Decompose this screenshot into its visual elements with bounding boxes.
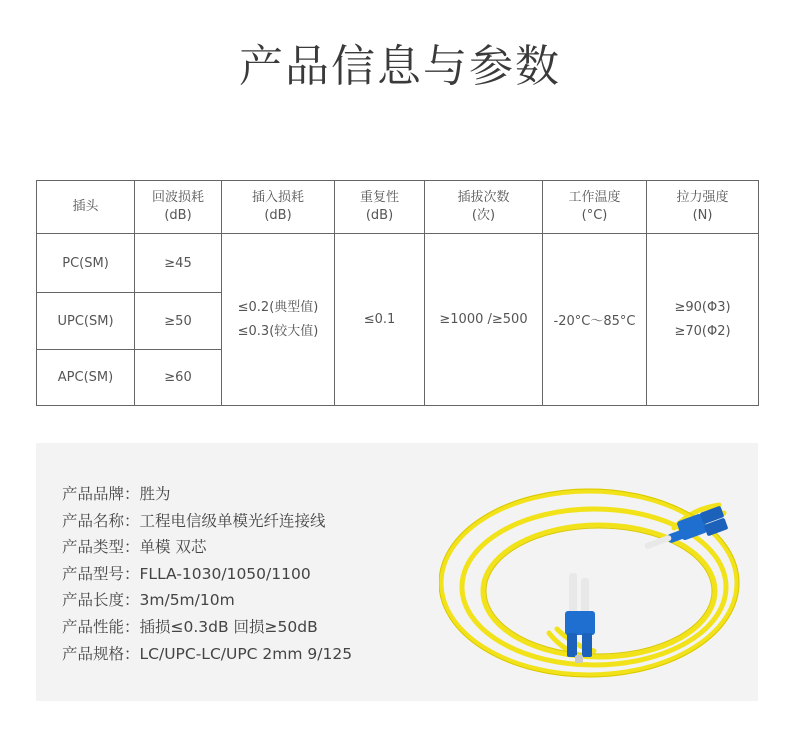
header-repeatability: 重复性 (dB) (335, 181, 425, 234)
page-title: 产品信息与参数 (239, 41, 561, 92)
lc-connector-bottom (565, 573, 595, 663)
list-item: 产品类型：单模 双芯 (62, 538, 207, 557)
cell-tensile-strength: ≥90(Φ3) ≥70(Φ2) (647, 234, 759, 406)
cell-connector: APC(SM) (37, 350, 135, 406)
cell-return-loss: ≥45 (135, 234, 222, 293)
header-tensile-strength: 拉力强度 (N) (647, 181, 759, 234)
list-item: 产品名称：工程电信级单模光纤连接线 (62, 511, 326, 530)
cell-return-loss: ≥50 (135, 293, 222, 350)
list-item: 产品品牌：胜为 (62, 485, 171, 503)
spec-table (36, 180, 759, 406)
header-return-loss: 回波损耗 (dB) (135, 181, 222, 234)
header-connector: 插头 (37, 181, 135, 234)
table-header-row (37, 181, 759, 234)
product-info-list (62, 481, 352, 667)
cell-mating-cycles: ≥1000 /≥500 (425, 234, 543, 406)
list-item: 产品规格：LC/UPC-LC/UPC 2mm 9/125 (62, 644, 353, 663)
cell-return-loss: ≥60 (135, 350, 222, 406)
cell-repeatability: ≤0.1 (335, 234, 425, 406)
cell-connector: PC(SM) (37, 234, 135, 293)
header-operating-temp: 工作温度 (°C) (543, 181, 647, 234)
fiber-cable-image (439, 483, 749, 693)
cell-operating-temp: -20°C～85°C (543, 234, 647, 406)
list-item: 产品型号：FLLA-1030/1050/1100 (62, 564, 311, 583)
list-item: 产品性能：插损≤0.3dB 回损≥50dB (62, 617, 318, 636)
cell-connector: UPC(SM) (37, 293, 135, 350)
header-insertion-loss: 插入损耗 (dB) (222, 181, 335, 234)
header-mating-cycles: 插拔次数 (次) (425, 181, 543, 234)
list-item: 产品长度：3m/5m/10m (62, 591, 235, 610)
product-info-panel (36, 443, 758, 701)
cell-insertion-loss: ≤0.2(典型值) ≤0.3(较大值) (222, 234, 335, 406)
table-row (37, 234, 759, 293)
